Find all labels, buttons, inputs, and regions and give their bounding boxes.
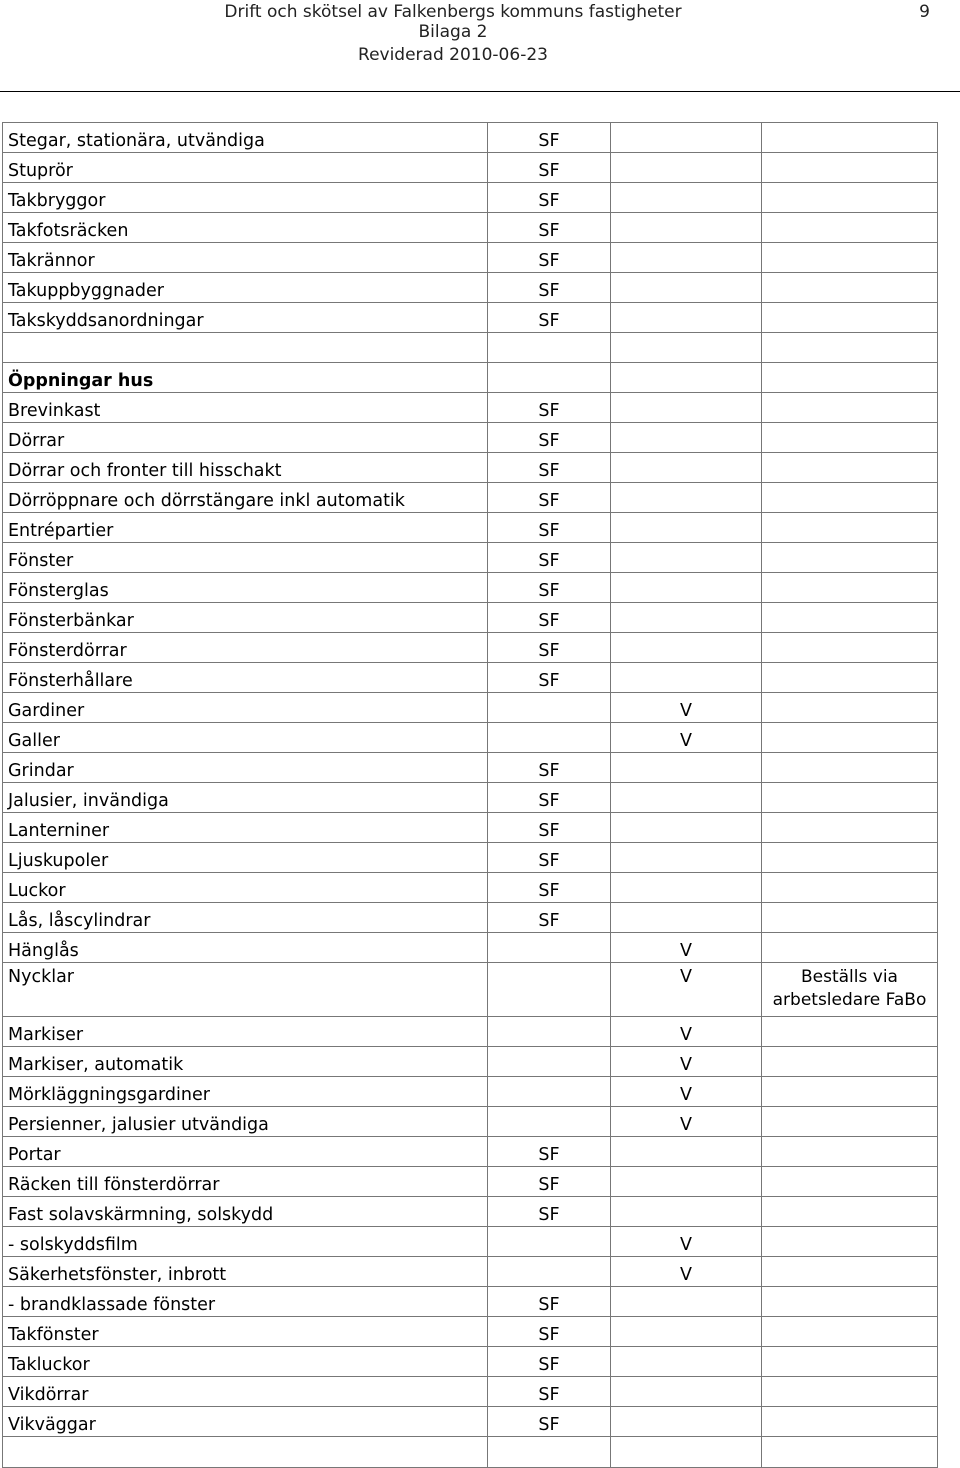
item-label-cell: Luckor (3, 873, 488, 903)
table-row (3, 813, 938, 843)
table-row (3, 783, 938, 813)
sf-cell: SF (488, 603, 611, 633)
sf-cell (488, 1437, 611, 1468)
item-label-cell: Persienner, jalusier utvändiga (3, 1107, 488, 1137)
sf-cell: SF (488, 183, 611, 213)
sf-cell: SF (488, 213, 611, 243)
sf-cell: SF (488, 633, 611, 663)
item-label-cell: Stegar, stationära, utvändiga (3, 123, 488, 153)
v-cell: V (611, 1017, 762, 1047)
v-cell (611, 543, 762, 573)
v-cell (611, 213, 762, 243)
v-cell (611, 603, 762, 633)
item-label-cell: Hänglås (3, 933, 488, 963)
item-label-cell: Takfönster (3, 1317, 488, 1347)
sf-cell (488, 363, 611, 393)
sf-cell: SF (488, 1197, 611, 1227)
v-cell: V (611, 1227, 762, 1257)
table-row (3, 363, 938, 393)
table-row (3, 1077, 938, 1107)
item-label-cell: Öppningar hus (3, 363, 488, 393)
sf-cell: SF (488, 243, 611, 273)
v-cell: V (611, 1077, 762, 1107)
note-cell (762, 1167, 938, 1197)
page-header (0, 0, 960, 92)
note-cell (762, 633, 938, 663)
table-row (3, 183, 938, 213)
table-row (3, 1317, 938, 1347)
table-row (3, 153, 938, 183)
document-subtitle: Bilaga 2 (418, 22, 488, 42)
note-cell (762, 183, 938, 213)
note-cell (762, 873, 938, 903)
sf-cell: SF (488, 543, 611, 573)
v-cell (611, 633, 762, 663)
table-row (3, 1197, 938, 1227)
item-label-cell: Fönsterdörrar (3, 633, 488, 663)
item-label-cell: Takluckor (3, 1347, 488, 1377)
sf-cell (488, 1227, 611, 1257)
table-row (3, 633, 938, 663)
v-cell (611, 813, 762, 843)
table-row (3, 1377, 938, 1407)
item-label-cell: Gardiner (3, 693, 488, 723)
sf-cell: SF (488, 393, 611, 423)
v-cell: V (611, 1257, 762, 1287)
table-row (3, 1047, 938, 1077)
note-cell (762, 1287, 938, 1317)
maintenance-table (2, 122, 938, 1468)
table-row (3, 393, 938, 423)
note-cell (762, 123, 938, 153)
note-cell (762, 153, 938, 183)
item-label-cell: Vikväggar (3, 1407, 488, 1437)
sf-cell (488, 1077, 611, 1107)
sf-cell (488, 1107, 611, 1137)
item-label-cell: Vikdörrar (3, 1377, 488, 1407)
sf-cell: SF (488, 663, 611, 693)
sf-cell (488, 1017, 611, 1047)
v-cell (611, 1317, 762, 1347)
sf-cell: SF (488, 783, 611, 813)
item-label-cell: Lanterniner (3, 813, 488, 843)
item-label-cell: Grindar (3, 753, 488, 783)
sf-cell: SF (488, 873, 611, 903)
table-row (3, 933, 938, 963)
table-row (3, 753, 938, 783)
table-row (3, 573, 938, 603)
item-label-cell (3, 1437, 488, 1468)
item-label-cell: Portar (3, 1137, 488, 1167)
sf-cell: SF (488, 423, 611, 453)
item-label-cell: Markiser (3, 1017, 488, 1047)
table-row (3, 1167, 938, 1197)
v-cell: V (611, 1107, 762, 1137)
sf-cell: SF (488, 753, 611, 783)
table-row (3, 1017, 938, 1047)
note-cell (762, 273, 938, 303)
note-cell (762, 483, 938, 513)
sf-cell: SF (488, 1137, 611, 1167)
table-row (3, 693, 938, 723)
sf-cell: SF (488, 513, 611, 543)
table-row (3, 603, 938, 633)
note-cell (762, 783, 938, 813)
revision-date: Reviderad 2010-06-23 (358, 45, 548, 65)
item-label-cell: Stuprör (3, 153, 488, 183)
v-cell (611, 243, 762, 273)
v-cell (611, 1287, 762, 1317)
table-row (3, 243, 938, 273)
table-row (3, 543, 938, 573)
note-cell (762, 213, 938, 243)
item-label-cell: Fönsterglas (3, 573, 488, 603)
note-cell (762, 423, 938, 453)
sf-cell (488, 963, 611, 1017)
sf-cell: SF (488, 453, 611, 483)
sf-cell: SF (488, 1317, 611, 1347)
item-label-cell: Jalusier, invändiga (3, 783, 488, 813)
item-label-cell: - solskyddsfilm (3, 1227, 488, 1257)
sf-cell (488, 1047, 611, 1077)
note-cell (762, 1227, 938, 1257)
note-cell (762, 1347, 938, 1377)
sf-cell: SF (488, 1377, 611, 1407)
sf-cell (488, 1257, 611, 1287)
item-label-cell: Markiser, automatik (3, 1047, 488, 1077)
sf-cell: SF (488, 123, 611, 153)
v-cell (611, 1137, 762, 1167)
note-cell (762, 1077, 938, 1107)
item-label-cell: Fast solavskärmning, solskydd (3, 1197, 488, 1227)
v-cell (611, 303, 762, 333)
v-cell: V (611, 723, 762, 753)
table-row (3, 333, 938, 363)
item-label-cell: Ljuskupoler (3, 843, 488, 873)
note-cell: Beställs via arbetsledare FaBo (762, 963, 938, 1017)
table-row (3, 963, 938, 1017)
v-cell (611, 393, 762, 423)
table-row (3, 513, 938, 543)
sf-cell: SF (488, 813, 611, 843)
note-cell (762, 1407, 938, 1437)
v-cell (611, 783, 762, 813)
item-label-cell: Fönsterbänkar (3, 603, 488, 633)
table-row (3, 903, 938, 933)
page-number: 9 (919, 2, 930, 22)
item-label-cell: Nycklar (3, 963, 488, 1017)
v-cell (611, 873, 762, 903)
note-cell (762, 1107, 938, 1137)
v-cell (611, 1407, 762, 1437)
note-cell (762, 1437, 938, 1468)
item-label-cell: Galler (3, 723, 488, 753)
sf-cell: SF (488, 573, 611, 603)
sf-cell: SF (488, 483, 611, 513)
note-cell (762, 1197, 938, 1227)
table-row (3, 213, 938, 243)
v-cell (611, 1347, 762, 1377)
item-label-cell: Dörrar (3, 423, 488, 453)
note-cell (762, 573, 938, 603)
table-row (3, 1257, 938, 1287)
v-cell: V (611, 933, 762, 963)
v-cell (611, 843, 762, 873)
v-cell (611, 183, 762, 213)
note-cell (762, 543, 938, 573)
maintenance-table-body (3, 123, 938, 1468)
item-label-cell: Räcken till fönsterdörrar (3, 1167, 488, 1197)
note-cell (762, 693, 938, 723)
v-cell: V (611, 693, 762, 723)
v-cell (611, 1437, 762, 1468)
v-cell (611, 1377, 762, 1407)
note-cell (762, 1017, 938, 1047)
sf-cell (488, 933, 611, 963)
note-cell (762, 453, 938, 483)
table-row (3, 843, 938, 873)
table-row (3, 663, 938, 693)
item-label-cell: Dörröppnare och dörrstängare inkl automatik (3, 483, 488, 513)
v-cell (611, 153, 762, 183)
table-row (3, 273, 938, 303)
table-row (3, 1227, 938, 1257)
sf-cell: SF (488, 903, 611, 933)
note-cell (762, 723, 938, 753)
note-cell (762, 843, 938, 873)
sf-cell (488, 333, 611, 363)
item-label-cell: - brandklassade fönster (3, 1287, 488, 1317)
note-cell (762, 1047, 938, 1077)
item-label-cell: Dörrar och fronter till hisschakt (3, 453, 488, 483)
note-cell (762, 1137, 938, 1167)
item-label-cell: Fönsterhållare (3, 663, 488, 693)
sf-cell (488, 693, 611, 723)
v-cell (611, 513, 762, 543)
sf-cell: SF (488, 1347, 611, 1377)
note-cell (762, 243, 938, 273)
item-label-cell: Takuppbyggnader (3, 273, 488, 303)
sf-cell: SF (488, 1287, 611, 1317)
sf-cell (488, 723, 611, 753)
table-row (3, 1407, 938, 1437)
note-cell (762, 333, 938, 363)
v-cell (611, 423, 762, 453)
sf-cell: SF (488, 273, 611, 303)
item-label-cell (3, 333, 488, 363)
sf-cell: SF (488, 303, 611, 333)
note-cell (762, 813, 938, 843)
document-title: Drift och skötsel av Falkenbergs kommuns fastigheter (224, 2, 682, 22)
table-row (3, 303, 938, 333)
item-label-cell: Takbryggor (3, 183, 488, 213)
v-cell (611, 1197, 762, 1227)
v-cell (611, 273, 762, 303)
table-row (3, 873, 938, 903)
note-cell (762, 753, 938, 783)
table-row (3, 483, 938, 513)
v-cell (611, 333, 762, 363)
item-label-cell: Fönster (3, 543, 488, 573)
note-cell (762, 1317, 938, 1347)
note-cell (762, 363, 938, 393)
v-cell (611, 663, 762, 693)
note-cell (762, 513, 938, 543)
item-label-cell: Entrépartier (3, 513, 488, 543)
sf-cell: SF (488, 1407, 611, 1437)
v-cell (611, 483, 762, 513)
v-cell (611, 573, 762, 603)
note-cell (762, 603, 938, 633)
note-cell (762, 903, 938, 933)
sf-cell: SF (488, 1167, 611, 1197)
note-cell (762, 1257, 938, 1287)
table-row (3, 1137, 938, 1167)
table-row (3, 123, 938, 153)
v-cell: V (611, 1047, 762, 1077)
v-cell: V (611, 963, 762, 1017)
v-cell (611, 753, 762, 783)
item-label-cell: Säkerhetsfönster, inbrott (3, 1257, 488, 1287)
table-row (3, 453, 938, 483)
table-row (3, 423, 938, 453)
note-cell (762, 303, 938, 333)
sf-cell: SF (488, 843, 611, 873)
v-cell (611, 453, 762, 483)
v-cell (611, 123, 762, 153)
sf-cell: SF (488, 153, 611, 183)
table-row (3, 1287, 938, 1317)
item-label-cell: Lås, låscylindrar (3, 903, 488, 933)
item-label-cell: Takfotsräcken (3, 213, 488, 243)
note-cell (762, 1377, 938, 1407)
v-cell (611, 903, 762, 933)
table-row (3, 1437, 938, 1468)
note-cell (762, 933, 938, 963)
v-cell (611, 1167, 762, 1197)
item-label-cell: Takrännor (3, 243, 488, 273)
note-cell (762, 393, 938, 423)
item-label-cell: Mörkläggningsgardiner (3, 1077, 488, 1107)
item-label-cell: Takskyddsanordningar (3, 303, 488, 333)
table-row (3, 723, 938, 753)
v-cell (611, 363, 762, 393)
table-row (3, 1347, 938, 1377)
table-row (3, 1107, 938, 1137)
item-label-cell: Brevinkast (3, 393, 488, 423)
note-cell (762, 663, 938, 693)
